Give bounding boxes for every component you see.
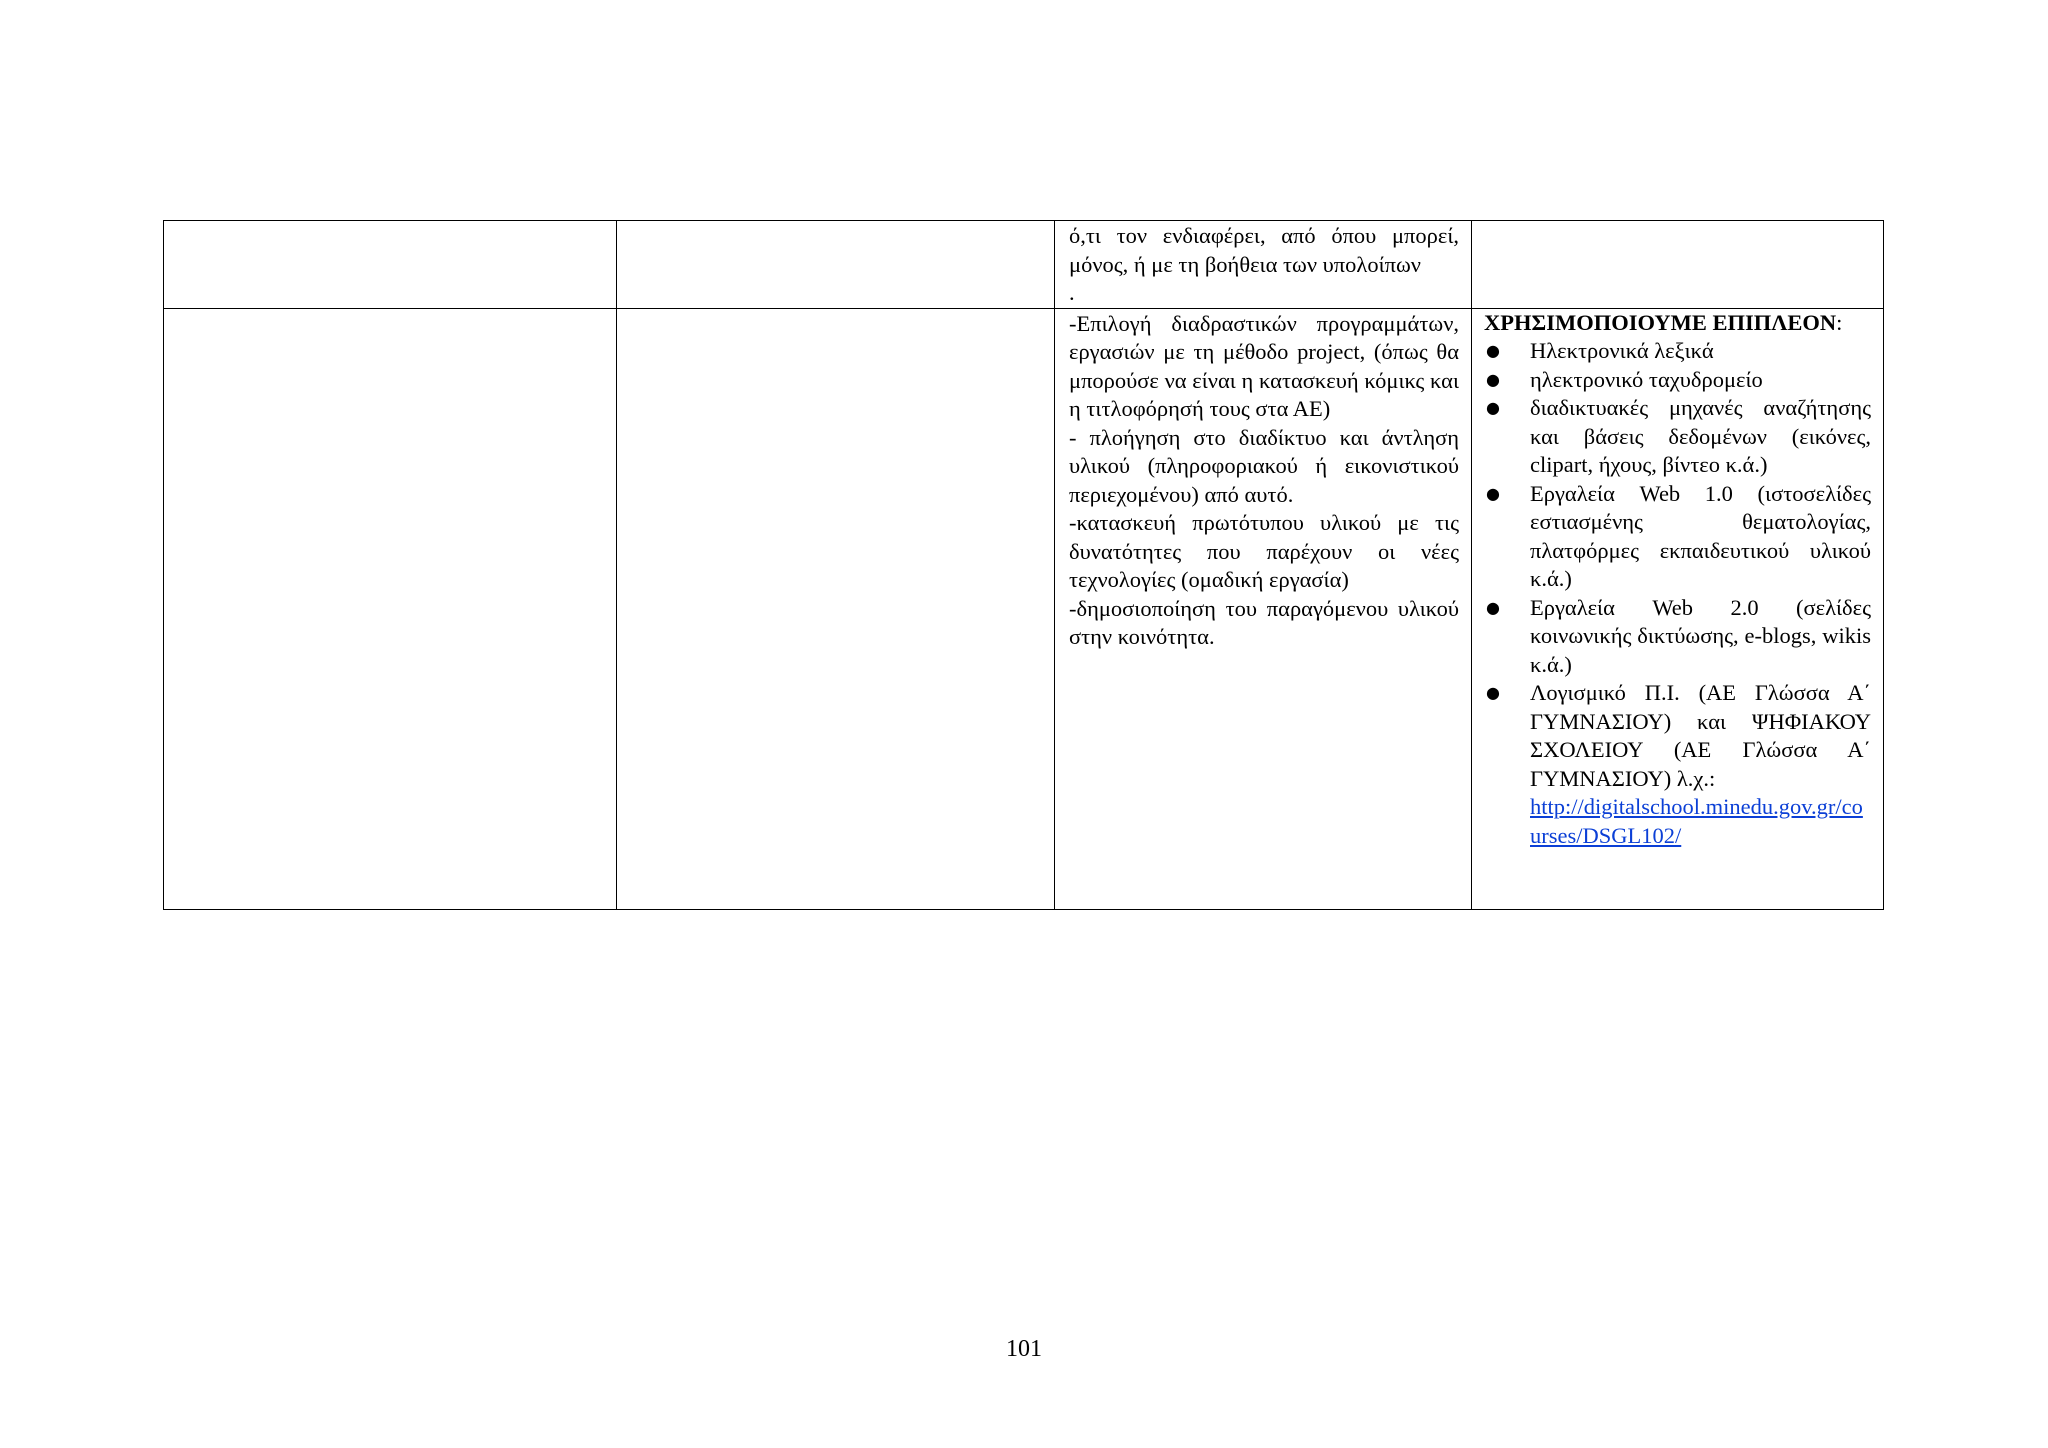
activity-continuation-period: . (1069, 280, 1075, 305)
table-row (164, 221, 1884, 309)
tool-text: διαδικτυακές μηχανές αναζήτησης και βάσεις δεδομένων (εικόνες, clipart, ήχους, βίντεο κ.ά.) (1530, 395, 1871, 477)
tools-heading-colon: : (1836, 309, 1843, 335)
table-cell-tools (1472, 308, 1884, 909)
activity-continuation-text: ό,τι τον ενδιαφέρει, από όπου μπορεί, μόνος, ή με τη βοήθεια των υπολοίπων (1069, 223, 1459, 277)
table-cell-empty (617, 308, 1055, 909)
activity-item: -κατασκευή πρωτότυπου υλικού με τις δυνατότητες που παρέχουν οι νέες τεχνολογίες (ομαδική εργασία) (1069, 510, 1459, 592)
tools-heading (1484, 309, 1871, 338)
tool-text: ηλεκτρονικό ταχυδρομείο (1530, 366, 1763, 392)
list-item (1484, 337, 1871, 366)
bullet-icon: ● (1486, 597, 1500, 617)
tool-text: Ηλεκτρονικά λεξικά (1530, 338, 1714, 363)
table-cell-empty (617, 221, 1055, 309)
bullet-icon: ● (1486, 398, 1500, 417)
activity-item: -δημοσιοποίηση του παραγόμενου υλικού στην κοινότητα. (1069, 595, 1459, 649)
list-item (1484, 366, 1871, 395)
list-item (1484, 679, 1871, 850)
bullet-icon: ● (1486, 483, 1500, 503)
tools-list (1484, 337, 1871, 850)
digitalschool-link[interactable]: http://digitalschool.minedu.gov.gr/courses/DSGL102/ (1530, 794, 1863, 848)
table-row (164, 308, 1884, 909)
tool-text: Εργαλεία Web 2.0 (σελίδες κοινωνικής δικτύωσης, e-blogs, wikis κ.ά.) (1530, 594, 1871, 677)
table-cell-empty (164, 308, 617, 909)
bullet-icon: ● (1486, 369, 1500, 389)
list-item (1484, 594, 1871, 680)
bullet-icon: ● (1486, 341, 1500, 360)
table-cell-activities-continued (1055, 221, 1472, 309)
page-number: 101 (1006, 1336, 1042, 1362)
tool-text: Εργαλεία Web 1.0 (ιστοσελίδες εστιασμένης θεματολογίας, πλατφόρμες εκπαιδευτικού υλικού κ.ά.) (1530, 480, 1871, 591)
tool-text: Λογισμικό Π.Ι. (ΑΕ Γλώσσα Α΄ ΓΥΜΝΑΣΙΟΥ) και ΨΗΦΙΑΚΟΥ ΣΧΟΛΕΙΟΥ (ΑΕ Γλώσσα Α΄ ΓΥΜΝΑΣΙΟΥ) λ.χ.: (1530, 680, 1871, 791)
tools-heading-text: ΧΡΗΣΙΜΟΠΟΙΟΥΜΕ ΕΠΙΠΛΕΟΝ (1484, 309, 1837, 335)
activity-item: -Επιλογή διαδραστικών προγραμμάτων, εργασιών με τη μέθοδο project, (όπως θα μπορούσε να είναι η κατασκευή κόμικς και η τιτλοφόρησή τους στα ΑΕ) (1069, 310, 1459, 421)
bullet-icon: ● (1486, 683, 1500, 702)
table-cell-activities (1055, 308, 1472, 909)
table-cell-empty (1472, 221, 1884, 309)
list-item (1484, 480, 1871, 594)
list-item (1484, 394, 1871, 480)
activity-item: - πλοήγηση στο διαδίκτυο και άντληση υλικού (πληροφοριακού ή εικονιστικού περιεχομένου) από αυτό. (1069, 424, 1459, 507)
table-cell-empty (164, 221, 617, 309)
curriculum-table (163, 220, 1884, 910)
